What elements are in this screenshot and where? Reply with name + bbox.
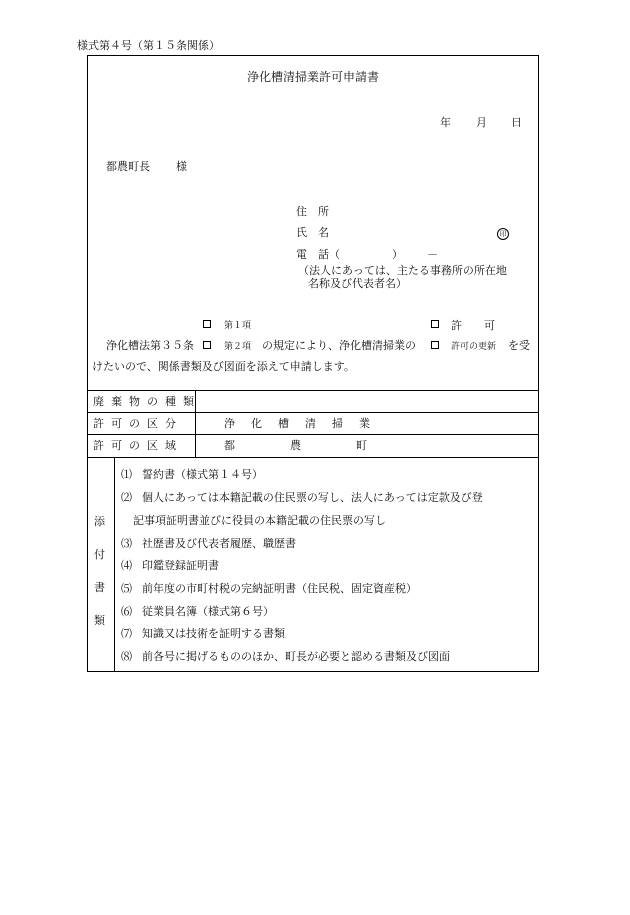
attachment-text-6: 従業員名簿（様式第６号）	[142, 605, 274, 618]
option-renewal: 許可の更新	[451, 342, 497, 352]
attachment-text-5: 前年度の市町村税の完納証明書（住民税、固定資産税）	[142, 582, 417, 595]
attachment-num-2: ⑵	[121, 491, 132, 504]
attachments-label-char-1: 添	[94, 515, 105, 528]
attachment-num-5: ⑸	[121, 582, 132, 595]
corp-note-line2: 名称及び代表者名）	[308, 277, 407, 290]
option-item1: 第１項	[224, 321, 252, 331]
attachment-text-4: 印鑑登録証明書	[142, 559, 219, 572]
checkbox-renewal[interactable]	[431, 341, 439, 349]
attachment-text-8: 前各号に掲げるもののほか、町長が必要と認める書類及び図面	[142, 650, 450, 663]
attachment-text-7: 知識又は技術を証明する書類	[142, 627, 285, 640]
permit-class-label: 許可の区分	[93, 417, 183, 430]
attachment-text-1: 誓約書（様式第１４号）	[142, 468, 263, 481]
corp-note-line1: （法人にあっては、主たる事務所の所在地	[298, 264, 507, 277]
table-rule-2	[87, 434, 539, 435]
attachments-col-divider	[114, 457, 115, 672]
attachment-num-8: ⑻	[121, 650, 132, 663]
body-prefix: 浄化槽法第３５条	[106, 339, 194, 352]
table-top-rule	[87, 390, 539, 391]
date-year: 年	[440, 116, 451, 129]
seal-mark: 印	[497, 228, 509, 240]
name-label: 氏 名	[296, 226, 329, 239]
table-rule-3	[87, 457, 539, 458]
checkbox-item1[interactable]	[203, 320, 211, 328]
phone-dash: －	[427, 248, 438, 261]
attachment-num-3: ⑶	[121, 537, 132, 550]
option-permit: 許 可	[451, 319, 495, 332]
permit-area-label: 許可の区域	[93, 439, 183, 452]
form-number: 様式第４号（第１５条関係）	[77, 39, 220, 52]
attachments-label-char-3: 書	[94, 581, 105, 594]
permit-area-value: 都 農 町	[224, 439, 367, 452]
date-month: 月	[476, 116, 487, 129]
body-line2: けたいので、関係書類及び図面を添えて申請します。	[92, 360, 355, 373]
attachment-text-2b: 記事項証明書並びに役員の本籍記載の住民票の写し	[133, 514, 386, 527]
date-day: 日	[511, 116, 522, 129]
body-suffix: を受	[508, 339, 530, 352]
checkbox-item2[interactable]	[203, 341, 211, 349]
attachments-label-char-4: 類	[94, 614, 105, 627]
permit-class-value: 浄化槽清掃業	[224, 417, 386, 430]
attachment-text-3: 社歴書及び代表者履歴、職歴書	[142, 537, 296, 550]
attachment-num-1: ⑴	[121, 468, 132, 481]
waste-type-label: 廃棄物の種類	[93, 395, 201, 408]
attachment-num-4: ⑷	[121, 559, 132, 572]
attachments-label-char-2: 付	[94, 548, 105, 561]
form-title: 浄化槽清掃業許可申請書	[246, 70, 379, 84]
attachment-text-2: 個人にあっては本籍記載の住民票の写し、法人にあっては定款及び登	[142, 491, 483, 504]
attachment-num-6: ⑹	[121, 605, 132, 618]
table-rule-1	[87, 412, 539, 413]
addressee-name: 都農町長	[106, 160, 150, 173]
address-label: 住 所	[296, 205, 329, 218]
checkbox-permit[interactable]	[431, 320, 439, 328]
addressee-honorific: 様	[176, 160, 187, 173]
option-item2: 第２項	[224, 342, 252, 352]
attachment-num-7: ⑺	[121, 627, 132, 640]
phone-label: 電 話（	[296, 248, 340, 261]
phone-close: ）	[392, 248, 403, 261]
body-middle: の規定により、浄化槽清掃業の	[262, 339, 416, 352]
